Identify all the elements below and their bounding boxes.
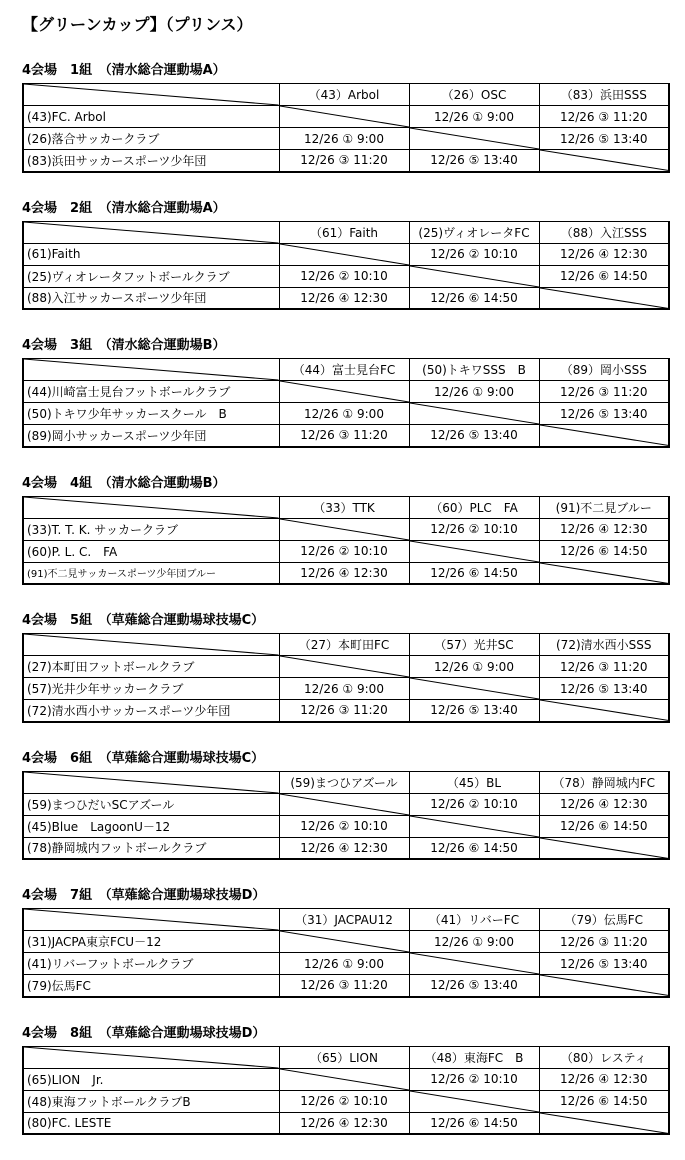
corner-cell (23, 771, 279, 793)
match-cell: 12/26 ④ 12:30 (279, 287, 409, 309)
match-cell: 12/26 ④ 12:30 (539, 518, 669, 540)
team-name: (91)不二見サッカースポーツ少年団ブルー (23, 562, 279, 584)
diagonal-slash (540, 975, 669, 996)
match-cell: 12/26 ③ 11:20 (279, 150, 409, 172)
group-heading: 4会場 8組 （草薙総合運動場球技場D） (22, 1025, 266, 1041)
match-cell: 12/26 ④ 12:30 (279, 837, 409, 859)
match-cell: 12/26 ⑥ 14:50 (409, 562, 539, 584)
team-row (23, 1090, 669, 1112)
team-row (23, 975, 669, 997)
column-header: （43）Arbol (279, 84, 409, 106)
self-match-cell (409, 128, 539, 150)
column-header: （41）リバーFC (409, 909, 539, 931)
column-header: (25)ヴィオレータFC (409, 221, 539, 243)
team-name: (72)清水西小サッカースポーツ少年団 (23, 700, 279, 722)
diagonal-slash (24, 497, 279, 518)
team-name: (26)落合サッカークラブ (23, 128, 279, 150)
team-name: (78)静岡城内フットボールクラブ (23, 837, 279, 859)
diagonal-slash (280, 244, 409, 265)
team-name: (88)入江サッカースポーツ少年団 (23, 287, 279, 309)
diagonal-slash (24, 84, 279, 105)
header-row (23, 496, 669, 518)
header-row (23, 634, 669, 656)
diagonal-slash (280, 106, 409, 127)
group-heading: 4会場 1組 （清水総合運動場A） (22, 63, 226, 78)
header-row (23, 771, 669, 793)
match-table (22, 221, 670, 311)
match-cell: 12/26 ④ 12:30 (539, 793, 669, 815)
team-name: (33)T. T. K. サッカークラブ (23, 518, 279, 540)
match-table (22, 83, 670, 173)
team-row (23, 678, 669, 700)
match-cell: 12/26 ④ 12:30 (539, 243, 669, 265)
team-row (23, 1112, 669, 1134)
self-match-cell (539, 1112, 669, 1134)
match-cell: 12/26 ① 9:00 (279, 678, 409, 700)
corner-cell (23, 496, 279, 518)
corner-cell (23, 221, 279, 243)
group-heading: 4会場 4組 （清水総合運動場B） (22, 475, 226, 491)
match-table (22, 771, 670, 861)
match-cell: 12/26 ① 9:00 (409, 656, 539, 678)
diagonal-slash (24, 909, 279, 930)
header-row (23, 84, 669, 106)
match-cell: 12/26 ④ 12:30 (279, 562, 409, 584)
column-header: （88）入江SSS (539, 221, 669, 243)
corner-cell (23, 359, 279, 381)
self-match-cell (409, 953, 539, 975)
self-match-cell (279, 1068, 409, 1090)
match-cell: 12/26 ② 10:10 (409, 518, 539, 540)
corner-cell (23, 909, 279, 931)
team-name: (41)リバーフットボールクラブ (23, 953, 279, 975)
column-header: (50)トキワSSS B (409, 359, 539, 381)
match-cell: 12/26 ② 10:10 (409, 1068, 539, 1090)
match-cell: 12/26 ② 10:10 (279, 1090, 409, 1112)
column-header: （79）伝馬FC (539, 909, 669, 931)
match-cell: 12/26 ⑤ 13:40 (409, 425, 539, 447)
team-row (23, 243, 669, 265)
header-row (23, 221, 669, 243)
column-header: （57）光井SC (409, 634, 539, 656)
match-cell: 12/26 ① 9:00 (409, 381, 539, 403)
self-match-cell (539, 562, 669, 584)
group-heading: 4会場 2組 （清水総合運動場A） (22, 200, 226, 216)
match-cell: 12/26 ① 9:00 (409, 106, 539, 128)
diagonal-slash (540, 425, 669, 446)
match-cell: 12/26 ② 10:10 (409, 243, 539, 265)
column-header: （80）レスティ (539, 1046, 669, 1068)
group-heading: 4会場 5組 （草薙総合運動場球技場C） (22, 613, 265, 628)
team-name: (43)FC. Arbol (23, 106, 279, 128)
team-row (23, 287, 669, 309)
diagonal-slash (410, 403, 539, 424)
match-cell: 12/26 ⑥ 14:50 (539, 815, 669, 837)
self-match-cell (539, 837, 669, 859)
diagonal-slash (24, 222, 279, 243)
self-match-cell (279, 793, 409, 815)
match-cell: 12/26 ⑤ 13:40 (409, 150, 539, 172)
diagonal-slash (540, 150, 669, 171)
diagonal-slash (280, 656, 409, 677)
diagonal-slash (280, 794, 409, 815)
diagonal-slash (410, 266, 539, 287)
match-cell: 12/26 ⑤ 13:40 (539, 128, 669, 150)
match-cell: 12/26 ④ 12:30 (279, 1112, 409, 1134)
diagonal-slash (24, 772, 279, 793)
team-row (23, 265, 669, 287)
team-name: (79)伝馬FC (23, 975, 279, 997)
match-cell: 12/26 ⑥ 14:50 (539, 540, 669, 562)
team-row (23, 150, 669, 172)
match-table (22, 1046, 670, 1136)
column-header: （26）OSC (409, 84, 539, 106)
header-row (23, 909, 669, 931)
match-table (22, 358, 670, 448)
team-name: (48)東海フットボールクラブB (23, 1090, 279, 1112)
self-match-cell (279, 518, 409, 540)
diagonal-slash (540, 563, 669, 584)
match-cell: 12/26 ③ 11:20 (539, 381, 669, 403)
self-match-cell (279, 106, 409, 128)
team-name: (60)P. L. C. FA (23, 540, 279, 562)
self-match-cell (409, 1090, 539, 1112)
diagonal-slash (540, 288, 669, 309)
team-row (23, 656, 669, 678)
team-row (23, 953, 669, 975)
diagonal-slash (410, 1091, 539, 1112)
team-name: (80)FC. LESTE (23, 1112, 279, 1134)
match-cell: 12/26 ④ 12:30 (539, 1068, 669, 1090)
team-name: (83)浜田サッカースポーツ少年団 (23, 150, 279, 172)
match-cell: 12/26 ⑤ 13:40 (409, 700, 539, 722)
team-name: (45)Blue LagoonU－12 (23, 815, 279, 837)
team-row (23, 425, 669, 447)
column-header: （89）岡小SSS (539, 359, 669, 381)
team-row (23, 931, 669, 953)
team-row (23, 518, 669, 540)
team-name: (50)トキワ少年サッカースクール B (23, 403, 279, 425)
diagonal-slash (24, 1047, 279, 1068)
match-cell: 12/26 ③ 11:20 (279, 425, 409, 447)
self-match-cell (279, 931, 409, 953)
diagonal-slash (24, 634, 279, 655)
match-cell: 12/26 ⑤ 13:40 (539, 678, 669, 700)
team-row (23, 128, 669, 150)
team-row (23, 403, 669, 425)
self-match-cell (539, 287, 669, 309)
self-match-cell (409, 540, 539, 562)
match-cell: 12/26 ⑥ 14:50 (409, 837, 539, 859)
match-cell: 12/26 ② 10:10 (409, 793, 539, 815)
match-cell: 12/26 ⑤ 13:40 (539, 953, 669, 975)
team-row (23, 1068, 669, 1090)
match-cell: 12/26 ① 9:00 (409, 931, 539, 953)
team-name: (89)岡小サッカースポーツ少年団 (23, 425, 279, 447)
header-row (23, 359, 669, 381)
column-header: （31）JACPAU12 (279, 909, 409, 931)
team-row (23, 540, 669, 562)
self-match-cell (279, 243, 409, 265)
diagonal-slash (540, 838, 669, 859)
diagonal-slash (410, 541, 539, 562)
column-header: （48）東海FC B (409, 1046, 539, 1068)
header-row (23, 1046, 669, 1068)
match-cell: 12/26 ⑤ 13:40 (409, 975, 539, 997)
column-header: (59)まつひアズール (279, 771, 409, 793)
match-cell: 12/26 ③ 11:20 (279, 975, 409, 997)
diagonal-slash (410, 816, 539, 837)
self-match-cell (539, 150, 669, 172)
team-name: (25)ヴィオレータフットボールクラブ (23, 265, 279, 287)
match-cell: 12/26 ③ 11:20 (539, 931, 669, 953)
column-header: (72)清水西小SSS (539, 634, 669, 656)
team-row (23, 562, 669, 584)
diagonal-slash (410, 678, 539, 699)
self-match-cell (539, 975, 669, 997)
team-row (23, 815, 669, 837)
match-cell: 12/26 ② 10:10 (279, 265, 409, 287)
team-row (23, 793, 669, 815)
match-cell: 12/26 ⑥ 14:50 (409, 1112, 539, 1134)
self-match-cell (409, 403, 539, 425)
team-name: (65)LION Jr. (23, 1068, 279, 1090)
column-header: （45）BL (409, 771, 539, 793)
diagonal-slash (410, 953, 539, 974)
team-name: (31)JACPA東京FCU－12 (23, 931, 279, 953)
column-header: （78）静岡城内FC (539, 771, 669, 793)
self-match-cell (409, 815, 539, 837)
diagonal-slash (540, 700, 669, 721)
match-cell: 12/26 ③ 11:20 (279, 700, 409, 722)
team-row (23, 106, 669, 128)
team-row (23, 837, 669, 859)
column-header: （83）浜田SSS (539, 84, 669, 106)
match-table (22, 633, 670, 723)
match-cell: 12/26 ① 9:00 (279, 128, 409, 150)
match-cell: 12/26 ① 9:00 (279, 403, 409, 425)
group-heading: 4会場 6組 （草薙総合運動場球技場C） (22, 750, 265, 766)
column-header: （27）本町田FC (279, 634, 409, 656)
match-cell: 12/26 ⑥ 14:50 (409, 287, 539, 309)
corner-cell (23, 634, 279, 656)
team-row (23, 700, 669, 722)
team-name: (59)まつひだいSCアズール (23, 793, 279, 815)
match-table (22, 908, 670, 998)
group-heading: 4会場 3組 （清水総合運動場B） (22, 338, 226, 353)
self-match-cell (539, 425, 669, 447)
match-table (22, 496, 670, 586)
column-header: (91)不二見ブルー (539, 496, 669, 518)
self-match-cell (539, 700, 669, 722)
corner-cell (23, 84, 279, 106)
self-match-cell (279, 656, 409, 678)
match-cell: 12/26 ③ 11:20 (539, 106, 669, 128)
match-cell: 12/26 ③ 11:20 (539, 656, 669, 678)
match-cell: 12/26 ② 10:10 (279, 815, 409, 837)
page-title: 【グリーンカップ】（プリンス） (22, 15, 253, 34)
column-header: （60）PLC FA (409, 496, 539, 518)
self-match-cell (279, 381, 409, 403)
column-header: （44）富士見台FC (279, 359, 409, 381)
column-header: （61）Faith (279, 221, 409, 243)
match-cell: 12/26 ⑥ 14:50 (539, 265, 669, 287)
diagonal-slash (410, 128, 539, 149)
team-name: (44)川崎富士見台フットボールクラブ (23, 381, 279, 403)
match-cell: 12/26 ⑥ 14:50 (539, 1090, 669, 1112)
corner-cell (23, 1046, 279, 1068)
match-cell: 12/26 ② 10:10 (279, 540, 409, 562)
self-match-cell (409, 678, 539, 700)
diagonal-slash (280, 381, 409, 402)
team-name: (61)Faith (23, 243, 279, 265)
diagonal-slash (280, 519, 409, 540)
team-name: (57)光井少年サッカークラブ (23, 678, 279, 700)
match-cell: 12/26 ① 9:00 (279, 953, 409, 975)
team-name: (27)本町田フットボールクラブ (23, 656, 279, 678)
team-row (23, 381, 669, 403)
diagonal-slash (24, 359, 279, 380)
match-cell: 12/26 ⑤ 13:40 (539, 403, 669, 425)
group-heading: 4会場 7組 （草薙総合運動場球技場D） (22, 888, 266, 903)
column-header: （33）TTK (279, 496, 409, 518)
diagonal-slash (540, 1113, 669, 1134)
self-match-cell (409, 265, 539, 287)
column-header: （65）LION (279, 1046, 409, 1068)
diagonal-slash (280, 931, 409, 952)
diagonal-slash (280, 1069, 409, 1090)
